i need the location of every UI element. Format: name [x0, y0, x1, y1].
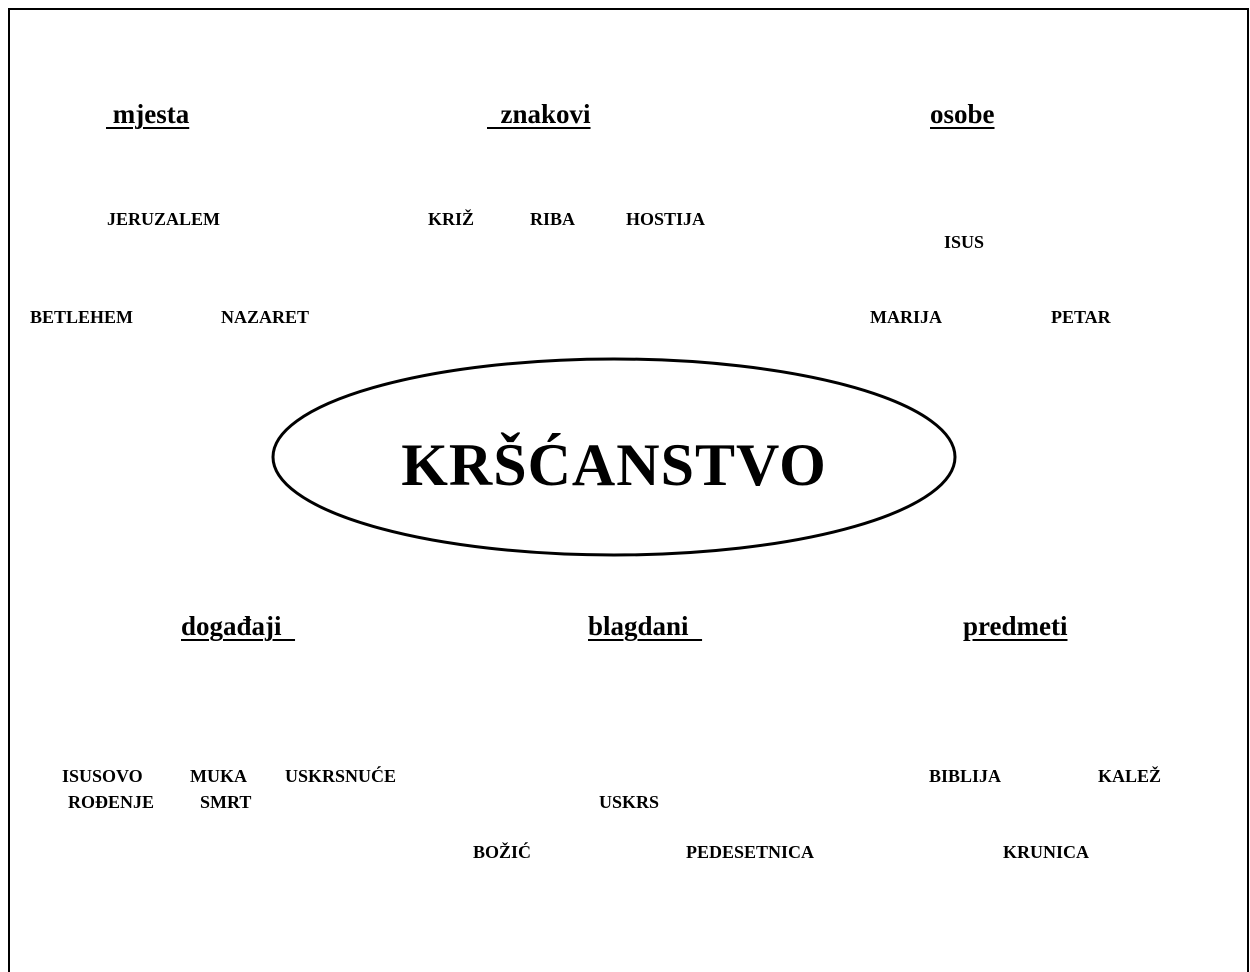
- term-uskrs: USKRS: [599, 792, 660, 812]
- heading-predmeti: predmeti: [963, 611, 1068, 641]
- term-rodenje: ROĐENJE: [68, 792, 155, 812]
- term-isus: ISUS: [944, 232, 985, 252]
- heading-dogadaji: događaji: [181, 611, 296, 641]
- term-kriz: KRIŽ: [428, 209, 475, 229]
- heading-znakovi: znakovi: [487, 99, 591, 129]
- center-title: KRŠĆANSTVO: [401, 432, 827, 498]
- term-riba: RIBA: [530, 209, 576, 229]
- term-isusovo: ISUSOVO: [62, 766, 143, 786]
- term-biblija: BIBLIJA: [929, 766, 1002, 786]
- heading-blagdani: blagdani: [588, 611, 703, 641]
- term-jeruzalem: JERUZALEM: [107, 209, 221, 229]
- term-uskrsnuce: USKRSNUĆE: [285, 766, 397, 786]
- term-muka: MUKA: [190, 766, 247, 786]
- term-pedesetnica: PEDESETNICA: [686, 842, 815, 862]
- term-krunica: KRUNICA: [1003, 842, 1090, 862]
- heading-osobe: osobe: [930, 99, 995, 129]
- heading-mjesta: mjesta: [106, 99, 190, 129]
- term-marija: MARIJA: [870, 307, 942, 327]
- term-kalez: KALEŽ: [1098, 766, 1162, 786]
- term-nazaret: NAZARET: [221, 307, 310, 327]
- term-petar: PETAR: [1051, 307, 1111, 327]
- term-bozic: BOŽIĆ: [473, 842, 532, 862]
- term-hostija: HOSTIJA: [626, 209, 706, 229]
- center-ellipse: [270, 355, 958, 559]
- term-smrt: SMRT: [200, 792, 252, 812]
- term-betlehem: BETLEHEM: [30, 307, 134, 327]
